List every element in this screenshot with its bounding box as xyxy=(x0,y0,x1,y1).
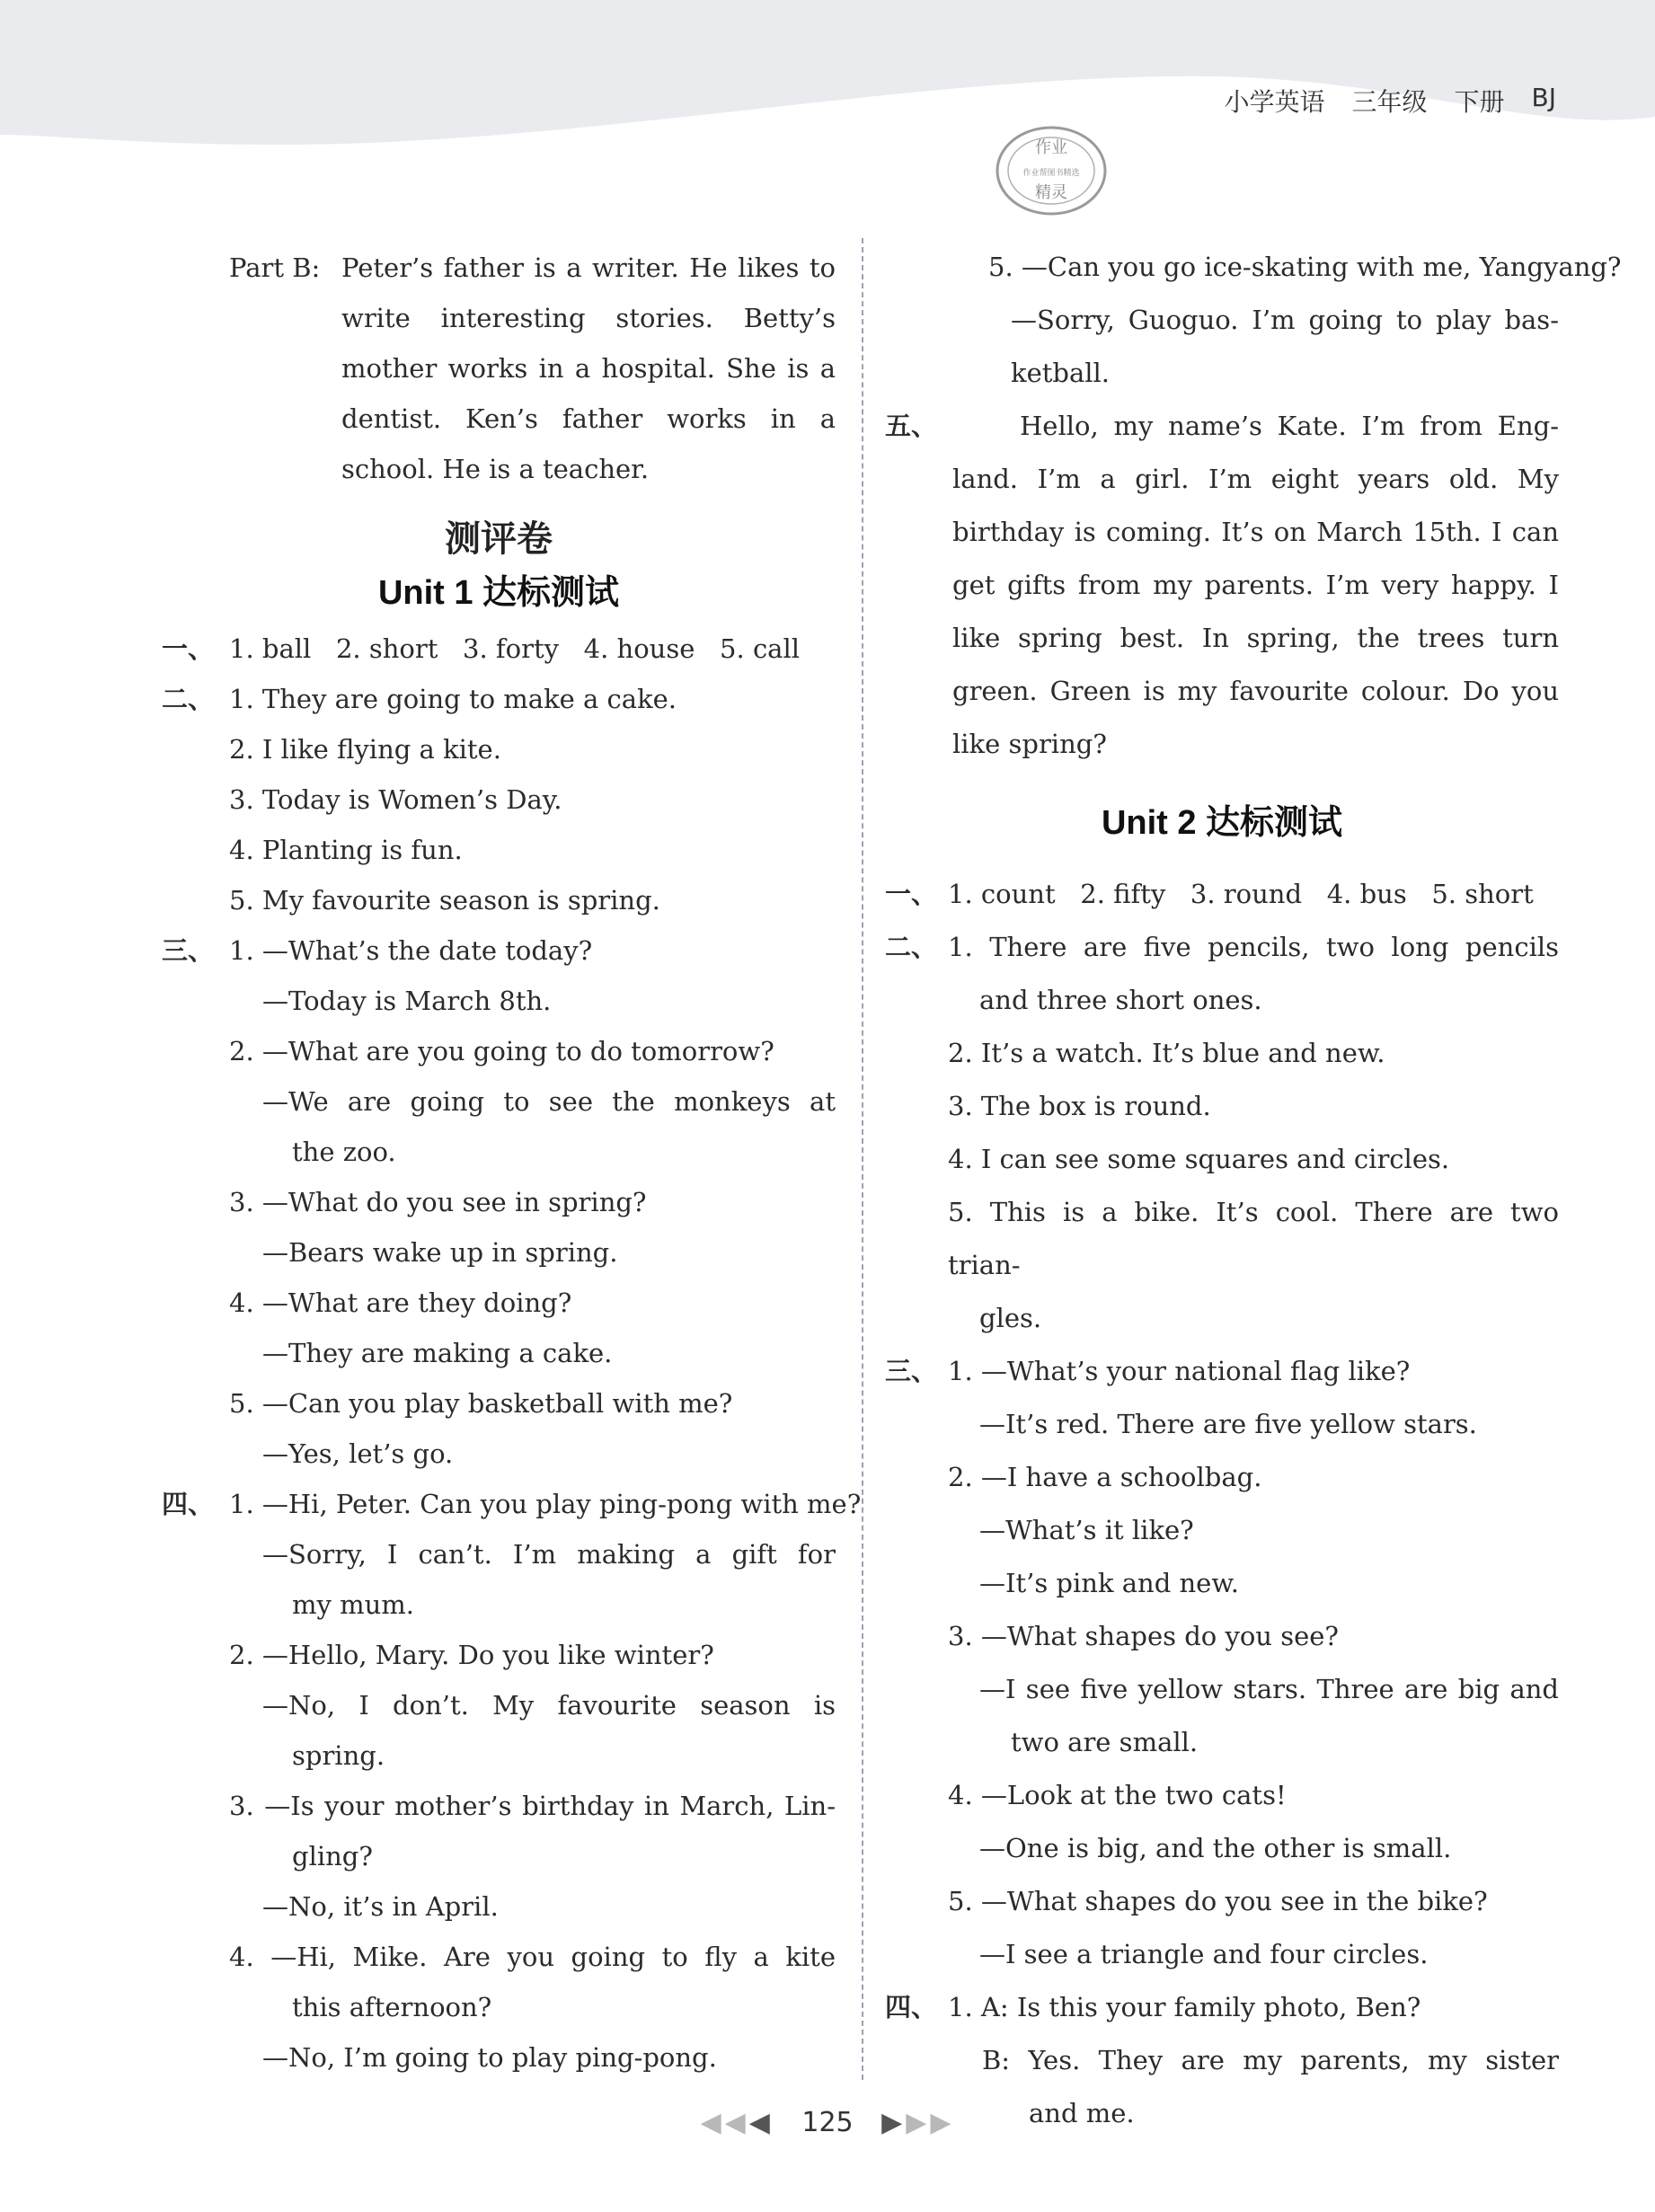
stamp-top-text: 作业 xyxy=(1035,138,1067,157)
section-label: 四、 xyxy=(885,1992,938,2022)
header-band xyxy=(0,0,1655,153)
u2-section-1 xyxy=(885,868,1559,921)
header-subject: 小学英语 xyxy=(1224,87,1325,117)
part-b-line: school. He is a teacher. xyxy=(341,454,650,484)
dialog-line: spring. xyxy=(292,1740,385,1771)
dialog-line: 2. —I have a schoolbag. xyxy=(948,1462,1262,1492)
passage-line: get gifts from my parents. I’m very happy. I xyxy=(952,570,1559,600)
section-title: 测评卷 xyxy=(445,518,553,560)
dialog-line: —Sorry, I can’t. I’m making a gift for xyxy=(262,1539,836,1570)
dialog-line: —I see a triangle and four circles. xyxy=(979,1939,1429,1969)
part-b-label: Part B: xyxy=(229,252,321,283)
dialog-line: —No, it’s in April. xyxy=(262,1891,499,1922)
dialog-line: 4. —Look at the two cats! xyxy=(948,1780,1287,1810)
dialog-line: —It’s pink and new. xyxy=(979,1568,1239,1598)
column-divider xyxy=(862,238,863,2080)
part-b-line: Peter’s father is a writer. He likes to xyxy=(341,252,836,283)
u1-section-1 xyxy=(162,624,836,674)
dialog-line: —Today is March 8th. xyxy=(262,986,552,1016)
dialog-line: 3. —What do you see in spring? xyxy=(229,1187,647,1217)
passage-line: birthday is coming. It’s on March 15th. I can xyxy=(952,517,1559,547)
dialog-line: —Bears wake up in spring. xyxy=(262,1237,618,1268)
stamp-logo xyxy=(993,121,1110,220)
header-title xyxy=(1224,83,1556,119)
dialog-line: 1. A: Is this your family photo, Ben? xyxy=(948,1992,1421,2022)
passage-line: Hello, my name’s Kate. I’m from Eng- xyxy=(1020,411,1559,441)
dialog-line: 3. —What shapes do you see? xyxy=(948,1621,1339,1651)
u1-section-4 xyxy=(162,1479,862,2083)
section-label: 一、 xyxy=(162,633,215,664)
u1-s3-continued xyxy=(885,241,1622,400)
dialog-line: 4. —Hi, Mike. Are you going to fly a kite xyxy=(229,1942,836,1972)
list-item: 3. The box is round. xyxy=(948,1091,1211,1121)
dialog-line: gling? xyxy=(292,1841,373,1871)
unit2-title: Unit 2 达标测试 xyxy=(1101,804,1343,842)
dialog-line: 2. —Hello, Mary. Do you like winter? xyxy=(229,1640,714,1670)
part-b-line: mother works in a hospital. She is a xyxy=(341,353,836,384)
part-b-line: write interesting stories. Betty’s xyxy=(341,303,836,333)
dialog-line: the zoo. xyxy=(292,1137,396,1167)
left-column-main xyxy=(162,512,862,2083)
header-term: 下册 xyxy=(1454,87,1505,117)
dialog-line: 5. —Can you play basketball with me? xyxy=(229,1388,733,1419)
dialog-line: ketball. xyxy=(1011,358,1111,388)
unit1-title: Unit 1 达标测试 xyxy=(377,574,620,612)
dialog-line: —Yes, let’s go. xyxy=(262,1438,454,1469)
right-arrows-icon: ▶▶▶ xyxy=(881,2107,955,2138)
stamp-middle-text: 作业帮图书精选 xyxy=(1022,169,1080,178)
list-item: 4. I can see some squares and circles. xyxy=(948,1144,1450,1174)
dialog-line: 3. —Is your mother’s birthday in March, Lin- xyxy=(229,1791,836,1821)
list-item: and three short ones. xyxy=(979,985,1262,1015)
dialog-line: —It’s red. There are five yellow stars. xyxy=(979,1409,1477,1439)
u2-section-2 xyxy=(885,921,1559,1345)
dialog-line: 5. —What shapes do you see in the bike? xyxy=(948,1886,1488,1916)
dialog-line: 1. —What’s your national flag like? xyxy=(948,1356,1411,1386)
list-item: 5. My favourite season is spring. xyxy=(229,885,660,916)
section-label: 二、 xyxy=(885,932,938,962)
list-item: 1. They are going to make a cake. xyxy=(229,684,677,714)
list-item: 2. I like flying a kite. xyxy=(229,734,501,765)
dialog-line: —No, I’m going to play ping-pong. xyxy=(262,2042,717,2073)
part-b-block xyxy=(229,243,836,494)
dialog-line: —They are making a cake. xyxy=(262,1338,613,1368)
dialog-line: —I see five yellow stars. Three are big and xyxy=(979,1674,1559,1704)
list-item: 5. This is a bike. It’s cool. There are two trian- xyxy=(948,1197,1559,1280)
dialog-line: 1. —Hi, Peter. Can you play ping-pong with me? xyxy=(229,1489,862,1519)
list-item: 1. There are five pencils, two long pencils xyxy=(948,932,1559,962)
section-label: 四、 xyxy=(162,1489,215,1519)
dialog-line: this afternoon? xyxy=(292,1992,492,2022)
dialog-line: 2. —What are you going to do tomorrow? xyxy=(229,1036,774,1066)
passage-line: like spring? xyxy=(952,729,1107,759)
u1-s1-answers: 1. ball 2. short 3. forty 4. house 5. call xyxy=(229,633,801,664)
header-edition: BJ xyxy=(1531,83,1556,112)
dialog-line: my mum. xyxy=(292,1589,414,1620)
dialog-line: 5. —Can you go ice-skating with me, Yangyang? xyxy=(988,252,1622,282)
dialog-line: —What’s it like? xyxy=(979,1515,1194,1545)
list-item: 4. Planting is fun. xyxy=(229,835,463,865)
dialog-line: and me. xyxy=(1029,2098,1135,2128)
u1-section-3 xyxy=(162,925,836,1479)
list-item: 2. It’s a watch. It’s blue and new. xyxy=(948,1038,1385,1068)
section-label: 三、 xyxy=(162,935,215,966)
page-footer xyxy=(0,2107,1655,2138)
list-item: gles. xyxy=(979,1303,1042,1333)
dialog-line: —We are going to see the monkeys at xyxy=(262,1086,836,1117)
passage-line: like spring best. In spring, the trees turn xyxy=(952,623,1559,653)
section-label: 三、 xyxy=(885,1356,938,1386)
dialog-line: B: Yes. They are my parents, my sister xyxy=(982,2045,1559,2075)
dialog-line: —Sorry, Guoguo. I’m going to play bas- xyxy=(1011,305,1559,335)
dialog-line: two are small. xyxy=(1011,1727,1199,1757)
page-number: 125 xyxy=(801,2107,854,2138)
dialog-line: —One is big, and the other is small. xyxy=(979,1833,1452,1863)
left-arrows-icon: ◀◀◀ xyxy=(700,2107,774,2138)
left-column xyxy=(229,243,836,494)
list-item: 3. Today is Women’s Day. xyxy=(229,784,562,815)
part-b-line: dentist. Ken’s father works in a xyxy=(341,403,836,434)
section-label: 五、 xyxy=(885,411,938,441)
dialog-line: 1. —What’s the date today? xyxy=(229,935,593,966)
section-label: 一、 xyxy=(885,879,938,909)
passage-line: land. I’m a girl. I’m eight years old. My xyxy=(952,464,1559,494)
u1-section-5 xyxy=(885,400,1559,771)
u2-s1-answers: 1. count 2. fifty 3. round 4. bus 5. short xyxy=(948,879,1534,909)
u2-section-3 xyxy=(885,1345,1559,1981)
dialog-line: 4. —What are they doing? xyxy=(229,1287,572,1318)
stamp-bottom-text: 精灵 xyxy=(1035,183,1067,202)
section-label: 二、 xyxy=(162,684,215,714)
u1-section-2 xyxy=(162,674,836,925)
right-column xyxy=(885,241,1622,2140)
passage-line: green. Green is my favourite colour. Do you xyxy=(952,676,1559,706)
dialog-line: —No, I don’t. My favourite season is xyxy=(262,1690,836,1721)
header-grade: 三年级 xyxy=(1351,87,1428,117)
